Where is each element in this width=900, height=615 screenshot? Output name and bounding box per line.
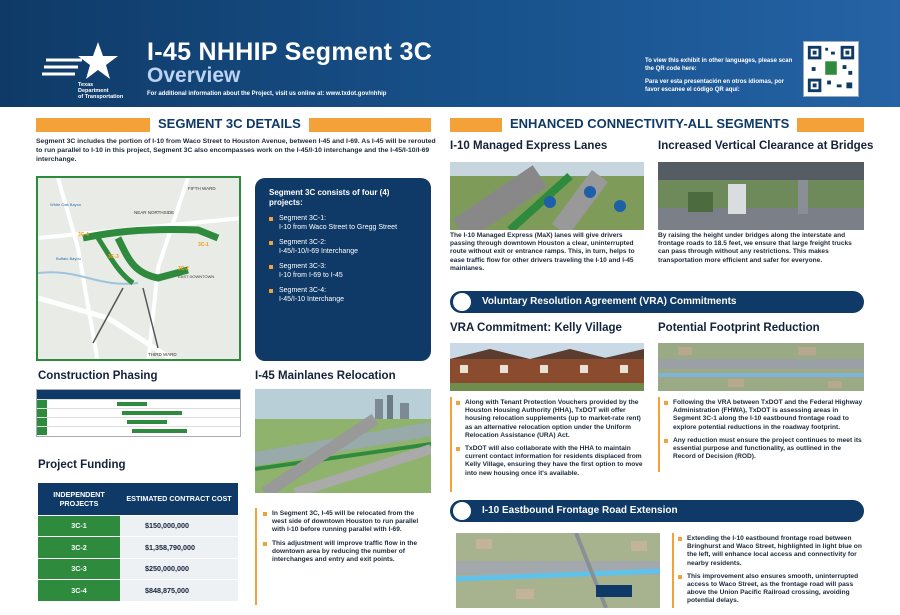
project-desc: I-10 from I-69 to I-45 bbox=[279, 272, 343, 279]
kelly-bullet: TxDOT will also collaborate with the HHA to maintain current contact information for residents displaced from Kelly Village, ensuring they have the first option to move into new housing once it's available. bbox=[455, 445, 645, 478]
footprint-heading: Potential Footprint Reduction bbox=[658, 322, 820, 334]
kelly-village-photo bbox=[450, 343, 644, 391]
svg-text:3C-2: 3C-2 bbox=[178, 266, 189, 272]
project-name: Segment 3C-1: bbox=[279, 215, 327, 222]
footprint-accent bbox=[658, 397, 660, 472]
kelly-bullets bbox=[455, 399, 645, 483]
svg-text:3C-1: 3C-1 bbox=[198, 242, 209, 248]
phasing-row bbox=[37, 399, 240, 408]
phasing-row-label bbox=[37, 409, 47, 417]
project-item bbox=[269, 286, 417, 304]
project-item bbox=[269, 214, 417, 232]
funding-project-id: 3C-3 bbox=[38, 558, 120, 580]
footprint-bullets bbox=[663, 399, 863, 466]
phasing-bar bbox=[122, 411, 182, 415]
svg-text:of Transportation: of Transportation bbox=[78, 94, 124, 100]
svg-text:Buffalo Bayou: Buffalo Bayou bbox=[56, 256, 81, 261]
svg-text:3C-4: 3C-4 bbox=[78, 232, 89, 238]
page-title: I-45 NHHIP Segment 3C bbox=[147, 38, 433, 66]
funding-project-id: 3C-2 bbox=[38, 537, 120, 559]
footprint-bullet: Following the VRA between TxDOT and the Federal Highway Administration (FHWA), TxDOT is assessing areas in Segment 3C-1 along the I-10 eastbound frontage road to explore potential reductions in the roadway footprint. bbox=[663, 399, 863, 432]
funding-cost: $1,358,790,000 bbox=[120, 537, 238, 559]
project-name: Segment 3C-3: bbox=[279, 263, 327, 270]
funding-table bbox=[38, 483, 238, 601]
mainlanes-bullet: In Segment 3C, I-45 will be relocated from the west side of downtown Houston to run parallel with I-10 before running parallel with I-69. bbox=[262, 510, 430, 535]
funding-project-id: 3C-1 bbox=[38, 515, 120, 537]
phasing-chart-header bbox=[37, 390, 240, 399]
bridge-clearance-photo bbox=[658, 162, 864, 230]
express-lanes-text: The I-10 Managed Express (MaX) lanes will give drivers passing through downtown Houston a clear, uninterrupted route without exit or entrance ramps. This, in turn, helps to ease traffic flow for other drivers traveling the I-10 and I-45 mainlanes. bbox=[450, 232, 635, 272]
language-note-en: To view this exhibit in other languages, please scan the QR code here: bbox=[645, 58, 793, 72]
table-row bbox=[38, 515, 238, 537]
funding-cost: $250,000,000 bbox=[120, 558, 238, 580]
clearance-text: By raising the height under bridges along the interstate and frontage roads to 18.5 feet, we ensure that large freight trucks can pass through without any restrictions. This makes transportation more efficient and safer for everyone. bbox=[658, 232, 852, 264]
mainlanes-heading: I-45 Mainlanes Relocation bbox=[255, 370, 396, 382]
phasing-bar bbox=[127, 420, 167, 424]
project-desc: I-45/I-10 Interchange bbox=[279, 296, 344, 303]
phasing-row bbox=[37, 426, 240, 435]
funding-cost: $150,000,000 bbox=[120, 515, 238, 537]
section-title-connectivity: ENHANCED CONNECTIVITY-ALL SEGMENTS bbox=[502, 114, 797, 134]
phasing-row bbox=[37, 417, 240, 426]
phasing-heading: Construction Phasing bbox=[38, 370, 158, 382]
project-name: Segment 3C-2: bbox=[279, 239, 327, 246]
road-icon bbox=[453, 502, 471, 520]
funding-col-projects: INDEPENDENT PROJECTS bbox=[38, 483, 120, 515]
mainlanes-bullet: This adjustment will improve traffic flow in the downtown area by reducing the number of interchanges and entry and exit points. bbox=[262, 540, 430, 565]
language-note-es: Para ver esta presentación en otros idiomas, por favor escanee el código QR aquí: bbox=[645, 79, 785, 93]
table-row bbox=[38, 558, 238, 580]
svg-text:THIRD WARD: THIRD WARD bbox=[148, 352, 177, 357]
frontage-aerial bbox=[456, 533, 660, 608]
clearance-heading: Increased Vertical Clearance at Bridges bbox=[658, 140, 874, 152]
project-desc: I-10 from Waco Street to Gregg Street bbox=[279, 224, 398, 231]
project-desc: I-45/I-10/I-69 Interchange bbox=[279, 248, 358, 255]
vra-banner bbox=[450, 291, 864, 313]
project-item bbox=[269, 238, 417, 256]
svg-text:3C-3: 3C-3 bbox=[108, 254, 119, 260]
kelly-village-heading: VRA Commitment: Kelly Village bbox=[450, 322, 622, 334]
segment-intro: Segment 3C includes the portion of I-10 from Waco Street to Houston Avenue, between I-45 and I-69. As I-45 will be rerouted to run parallel to I-10 in this project, Segment 3C also encompasses work on the I-45/I-10 interchange and the I-45/I-10/I-69 interchange. bbox=[36, 138, 436, 163]
svg-text:EAST DOWNTOWN: EAST DOWNTOWN bbox=[178, 274, 215, 279]
kelly-bullet: Along with Tenant Protection Vouchers provided by the Houston Housing Authority (HHA), TxDOT will offer housing relocation supplements (up to market-rate rent) as an alternative relocation option under the Uniform Relocation Assistance (URA) Act. bbox=[455, 399, 645, 440]
funding-heading: Project Funding bbox=[38, 459, 126, 471]
footprint-bullet: Any reduction must ensure the project continues to meet its essential purpose and functionality, as outlined in the Record of Decision (ROD). bbox=[663, 437, 863, 462]
funding-project-id: 3C-4 bbox=[38, 580, 120, 602]
express-lanes-heading: I-10 Managed Express Lanes bbox=[450, 140, 608, 152]
funding-cost: $848,875,000 bbox=[120, 580, 238, 602]
header-banner bbox=[0, 0, 900, 107]
svg-text:Texas: Texas bbox=[78, 82, 94, 88]
footprint-aerial bbox=[658, 343, 864, 391]
segment-map bbox=[36, 176, 241, 361]
funding-col-cost: ESTIMATED CONTRACT COST bbox=[120, 483, 238, 515]
express-lanes-photo bbox=[450, 162, 644, 230]
phasing-chart bbox=[36, 389, 241, 437]
frontage-accent bbox=[672, 533, 674, 608]
svg-text:White Oak Bayou: White Oak Bayou bbox=[50, 202, 82, 207]
frontage-bullet: This improvement also ensures smooth, uninterrupted access to Waco Street, as the frontage road will pass above the Union Pacific Railroad crossing, avoiding potential delays. bbox=[677, 573, 867, 606]
projects-box-title: Segment 3C consists of four (4) projects: bbox=[269, 188, 390, 207]
mainlanes-rendering bbox=[255, 389, 431, 493]
vra-banner-label: Voluntary Resolution Agreement (VRA) Commitments bbox=[482, 296, 737, 307]
svg-text:Department: Department bbox=[78, 88, 109, 94]
frontage-bullets bbox=[677, 535, 867, 611]
qr-code[interactable] bbox=[803, 41, 859, 97]
svg-text:NEAR NORTHSIDE: NEAR NORTHSIDE bbox=[134, 210, 175, 215]
frontage-banner-label: I-10 Eastbound Frontage Road Extension bbox=[482, 505, 678, 516]
projects-box bbox=[255, 178, 431, 361]
phasing-row bbox=[37, 408, 240, 417]
section-title-segment-details: SEGMENT 3C DETAILS bbox=[150, 114, 309, 134]
frontage-bullet: Extending the I-10 eastbound frontage road between Bringhurst and Waco Street, highlighted in light blue on the left, will enhance local access and connectivity for nearby residents. bbox=[677, 535, 867, 568]
page-subtitle: Overview bbox=[147, 64, 241, 87]
table-row bbox=[38, 537, 238, 559]
project-name: Segment 3C-4: bbox=[279, 287, 327, 294]
mainlanes-bullets bbox=[262, 510, 430, 569]
phasing-row-label bbox=[37, 418, 47, 426]
mainlanes-accent bbox=[255, 508, 257, 605]
phasing-bar bbox=[132, 429, 187, 433]
svg-text:FIFTH WARD: FIFTH WARD bbox=[188, 186, 216, 191]
phasing-bar bbox=[117, 402, 147, 406]
project-website-text: For additional information about the Project, visit us online at: www.txdot.gov/nhhip bbox=[147, 91, 387, 97]
phasing-row-label bbox=[37, 400, 47, 408]
frontage-banner bbox=[450, 500, 864, 522]
txdot-logo bbox=[42, 40, 134, 100]
table-row bbox=[38, 580, 238, 602]
project-item bbox=[269, 262, 417, 280]
language-note bbox=[645, 58, 795, 100]
handshake-icon bbox=[453, 293, 471, 311]
phasing-row-label bbox=[37, 427, 47, 435]
kelly-accent bbox=[450, 397, 452, 492]
